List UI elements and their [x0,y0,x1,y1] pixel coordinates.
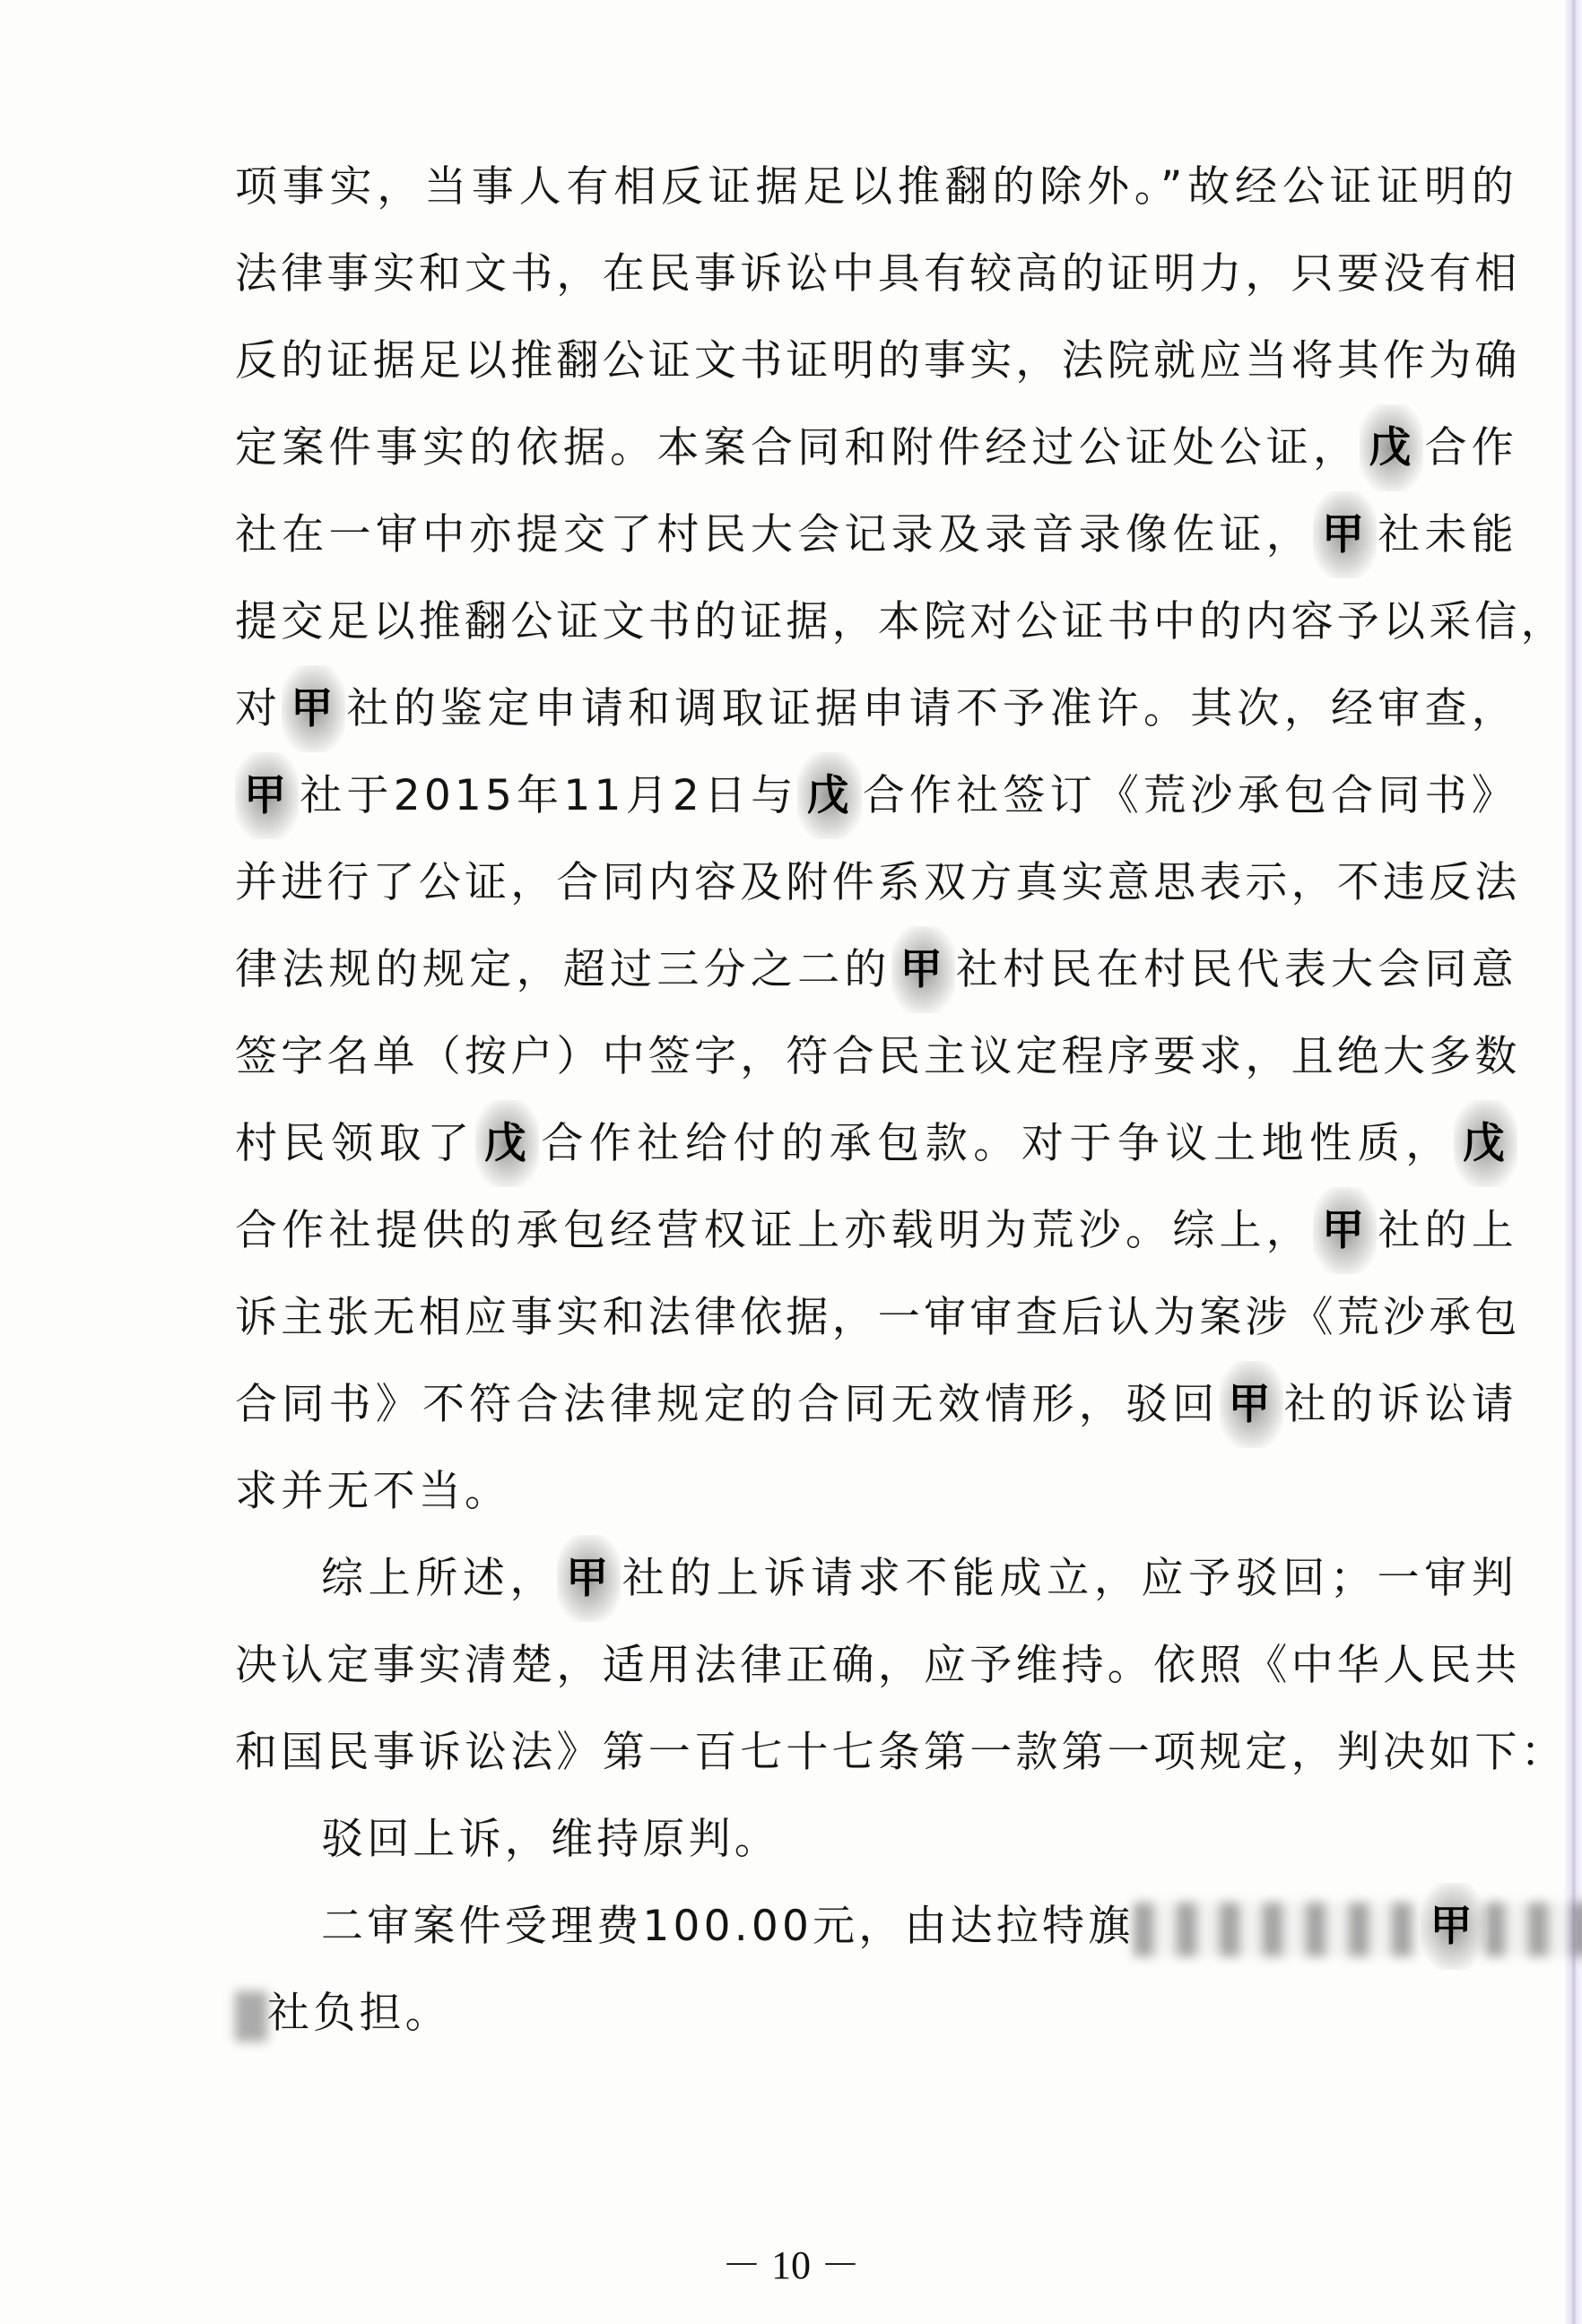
redacted-party: 甲 [1421,1883,1484,1970]
redacted-party: 甲 [1313,491,1377,578]
text: 社的鉴定申请和调取证据申请不予准许。其次，经审查， [345,684,1517,733]
redacted-block [1485,1903,1582,1956]
text: 签字名单（按户）中签字，符合民主议定程序要求，且绝大多数 [235,1032,1521,1081]
document-body [235,143,1567,2057]
judgment-line [235,1796,1517,1883]
redacted-block [235,1991,267,2042]
text: 合作社给付的承包款。对于争议土地性质， [538,1119,1454,1168]
text-line [235,926,1517,1013]
paragraph-start [235,1535,1517,1622]
text-line [235,1622,1521,1709]
text-line [235,491,1517,578]
text: 社村民在村民代表大会同意 [954,945,1517,994]
redacted-party: 戊 [475,1100,539,1187]
text: 合作 [1423,423,1517,473]
text: 项事实，当事人有相反证据足以推翻的除外。”故经公证证明的 [235,162,1517,212]
redacted-block [1134,1903,1421,1956]
text: 合同书》不符合法律规定的合同无效情形，驳回 [235,1380,1220,1429]
text: 社的上 [1377,1206,1517,1255]
text-line [235,143,1517,230]
text: 社未能 [1377,510,1517,559]
text: 提交足以推翻公证文书的证据，本院对公证书中的内容予以采信， [235,597,1567,646]
redacted-party: 甲 [1220,1361,1283,1448]
text: 法律事实和文书，在民事诉讼中具有较高的证明力，只要没有相 [235,249,1521,299]
text: 社在一审中亦提交了村民大会记录及录音录像佐证， [235,510,1313,559]
redacted-party: 戊 [1454,1100,1517,1187]
text-line [235,404,1517,491]
text-line [235,1274,1521,1361]
redacted-party: 戊 [1360,404,1423,491]
text: 和国民事诉讼法》第一百七十七条第一款第一项规定，判决如下： [235,1728,1567,1777]
text: 合作社签订《荒沙承包合同书》 [861,771,1517,820]
text-line [235,230,1521,317]
paper-edge [1564,0,1582,2324]
text: 社的上诉请求不能成立，应予驳回；一审判 [621,1554,1517,1603]
text: 社负担。 [267,1989,451,2038]
page-number: － 10 － [722,2243,860,2287]
redacted-party: 甲 [282,665,345,752]
text: 诉主张无相应事实和法律依据，一审审查后认为案涉《荒沙承包 [235,1293,1521,1342]
text: 定案件事实的依据。本案合同和附件经过公证处公证， [235,423,1360,473]
text-line [235,1187,1517,1274]
text-line [235,839,1521,926]
text-line [235,578,1567,665]
redacted-party: 甲 [235,752,299,839]
text: 律法规的规定，超过三分之二的 [235,945,891,994]
redacted-party: 甲 [557,1535,621,1622]
text: 合作社提供的承包经营权证上亦载明为荒沙。综上， [235,1206,1313,1255]
text: 综上所述， [321,1554,558,1603]
text: 二审案件受理费100.00元，由达拉特旗 [321,1902,1134,1951]
text-line [235,1709,1567,1796]
text: 驳回上诉，维持原判。 [321,1815,780,1864]
text: 村民领取了 [235,1119,475,1168]
text: 并进行了公证，合同内容及附件系双方真实意思表示，不违反法 [235,858,1521,907]
text-line [235,1100,1517,1187]
text: 反的证据足以推翻公证文书证明的事实，法院就应当将其作为确 [235,336,1521,386]
text-line [235,665,1517,752]
redacted-party: 戊 [797,752,861,839]
redacted-party: 甲 [891,926,955,1013]
redacted-party: 甲 [1313,1187,1377,1274]
text: 求并无不当。 [235,1467,511,1516]
text: 社的诉讼请 [1282,1380,1518,1429]
text: 决认定事实清楚，适用法律正确，应予维持。依照《中华人民共 [235,1641,1521,1690]
fee-line [235,1883,1517,1970]
text-line [235,752,1517,839]
text-line [235,1361,1517,1448]
text-line [235,1970,1517,2057]
text-line [235,1013,1521,1100]
text: 对 [235,684,282,733]
text-line [235,317,1521,404]
text: 社于2015年11月2日与 [299,771,798,820]
text-line [235,1448,1517,1535]
